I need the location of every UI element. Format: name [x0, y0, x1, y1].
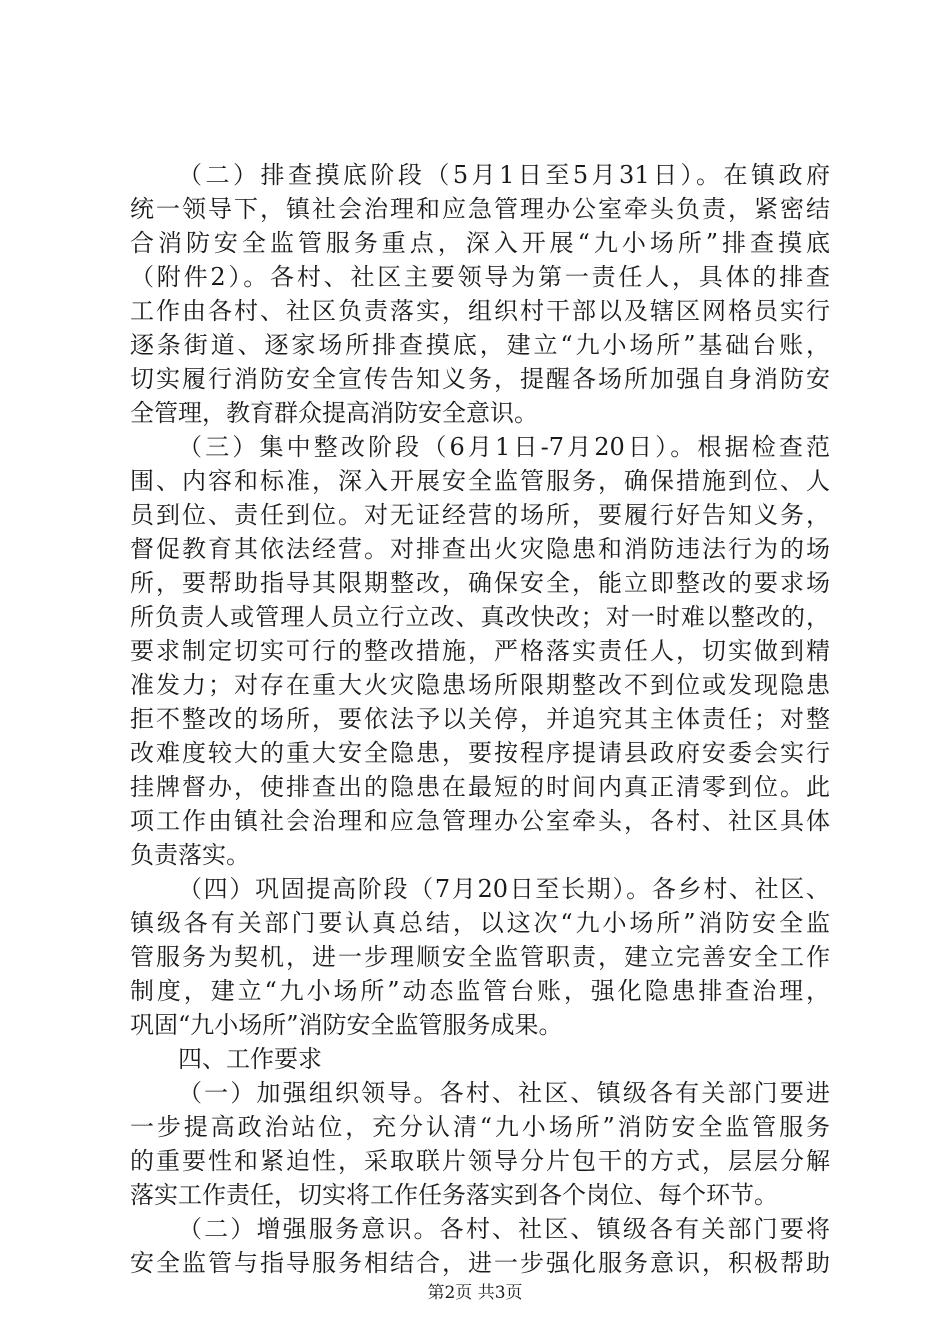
text-line: 统一领导下，镇社会治理和应急管理办公室牵头负责，紧密结 [130, 195, 830, 223]
text-line: 合消防安全监管服务重点，深入开展“九小场所”排查摸底 [130, 229, 830, 257]
text-line: （二）排查摸底阶段（5月1日至5月31日）。在镇政府 [178, 161, 830, 189]
text-line: （一）加强组织领导。各村、社区、镇级各有关部门要进 [178, 1079, 830, 1107]
text-line: 项工作由镇社会治理和应急管理办公室牵头，各村、社区具体 [130, 807, 830, 835]
text-line: 拒不整改的场所，要依法予以关停，并追究其主体责任；对整 [130, 705, 830, 733]
text-line: 切实履行消防安全宣传告知义务，提醒各场所加强自身消防安 [130, 365, 830, 393]
text-line: 围、内容和标准，深入开展安全监管服务，确保措施到位、人 [130, 467, 830, 495]
text-line: 工作由各村、社区负责落实，组织村干部以及辖区网格员实行 [130, 297, 830, 325]
text-line: 督促教育其依法经营。对排查出火灾隐患和消防违法行为的场 [130, 535, 830, 563]
text-line: 制度，建立“九小场所”动态监管台账，强化隐患排查治理， [130, 977, 830, 1005]
text-line: 一步提高政治站位，充分认清“九小场所”消防安全监管服务 [130, 1113, 830, 1141]
text-line: 的重要性和紧迫性，采取联片领导分片包干的方式，层层分解 [130, 1147, 830, 1175]
text-line: 安全监管与指导服务相结合，进一步强化服务意识，积极帮助 [130, 1249, 830, 1277]
text-line: 全管理，教育群众提高消防安全意识。 [130, 399, 538, 427]
text-line: 巩固“九小场所”消防安全监管服务成果。 [130, 1011, 563, 1039]
text-line: 镇级各有关部门要认真总结，以这次“九小场所”消防安全监 [130, 909, 830, 937]
text-line: 逐条街道、逐家场所排查摸底，建立“九小场所”基础台账， [130, 331, 830, 359]
text-line: （附件2）。各村、社区主要领导为第一责任人，具体的排查 [130, 263, 830, 291]
text-line: 管服务为契机，进一步理顺安全监管职责，建立完善安全工作 [130, 943, 830, 971]
page-footer: 第2页 共3页 [427, 1283, 523, 1303]
text-line: 挂牌督办，使排查出的隐患在最短的时间内真正清零到位。此 [130, 773, 830, 801]
text-line: （三）集中整改阶段（6月1日-7月20日）。根据检查范 [178, 433, 830, 461]
text-line: （四）巩固提高阶段（7月20日至长期）。各乡村、社区、 [178, 875, 830, 903]
text-line: 准发力；对存在重大火灾隐患场所限期整改不到位或发现隐患 [130, 671, 830, 699]
text-line: 落实工作责任，切实将工作任务落实到各个岗位、每个环节。 [130, 1181, 778, 1209]
text-line: 负责落实。 [130, 841, 250, 869]
text-line: （二）增强服务意识。各村、社区、镇级各有关部门要将 [178, 1215, 830, 1243]
text-line: 四、工作要求 [178, 1045, 322, 1073]
text-line: 所，要帮助指导其限期整改，确保安全，能立即整改的要求场 [130, 569, 830, 597]
text-line: 要求制定切实可行的整改措施，严格落实责任人，切实做到精 [130, 637, 830, 665]
text-line: 所负责人或管理人员立行立改、真改快改；对一时难以整改的， [130, 603, 830, 631]
text-line: 员到位、责任到位。对无证经营的场所，要履行好告知义务， [130, 501, 830, 529]
document-body [130, 158, 830, 1280]
text-line: 改难度较大的重大安全隐患，要按程序提请县政府安委会实行 [130, 739, 830, 767]
